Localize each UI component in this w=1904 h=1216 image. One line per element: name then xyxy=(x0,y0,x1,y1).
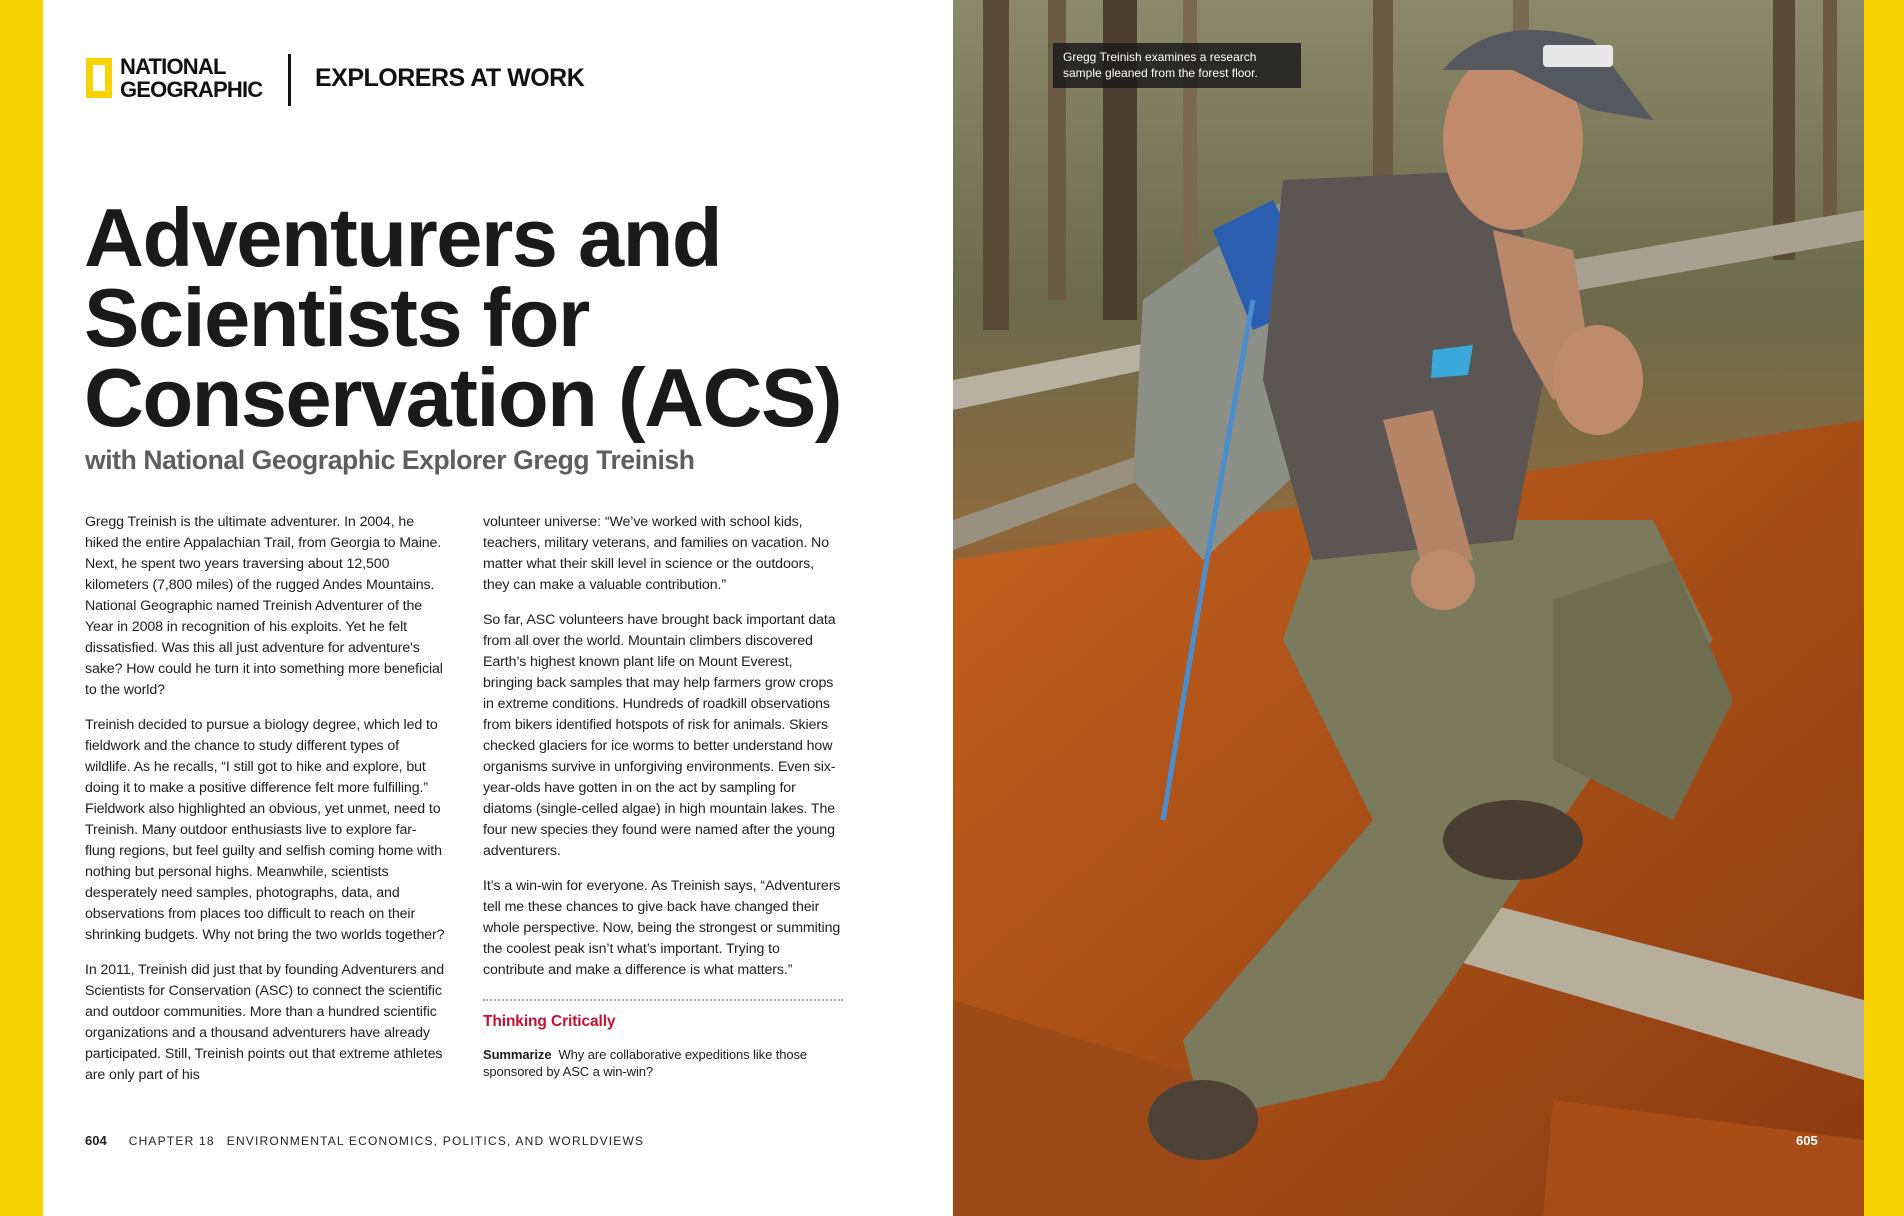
paragraph: Treinish decided to pursue a biology degree, which led to fieldwork and the chance to study different types of wildlife. As he recalls, “I still got to hike and explore, but doing it to make a positive difference felt more fulfilling.” Fieldwork also highlighted an obvious, yet unmet, need to Treinish. Many outdoor enthusiasts live to explore far-flung regions, but feel guilty and selfish coming home with nothing but personal highs. Meanwhile, scientists desperately need samples, photographs, data, and observations from places too difficult to reach on their shrinking budgets. Why not bring the two worlds together? xyxy=(85,717,445,943)
yellow-frame-icon xyxy=(86,58,112,98)
article-title xyxy=(84,191,884,444)
right-yellow-border xyxy=(1864,0,1904,1216)
series-title: EXPLORERS AT WORK xyxy=(315,64,585,92)
photo-caption: Gregg Treinish examines a research sample gleaned from the forest floor. xyxy=(1053,43,1301,88)
page-number-left: 604 xyxy=(85,1133,107,1148)
thinking-critically-box xyxy=(483,999,843,1080)
title-line-2: Scientists for xyxy=(84,271,589,364)
page-number-right: 605 xyxy=(1796,1133,1818,1148)
logo-line-1: NATIONAL xyxy=(120,54,226,79)
body-column-1 xyxy=(85,512,445,1100)
left-yellow-border xyxy=(0,0,43,1216)
logo-wordmark xyxy=(120,55,262,101)
thinking-critically-question xyxy=(483,1046,843,1080)
header-divider xyxy=(288,54,291,106)
body-column-2 xyxy=(483,512,843,1094)
paragraph: volunteer universe: “We’ve worked with school kids, teachers, military veterans, and families on vacation. No matter what their skill level in science or the outdoors, they can make a valuable contribution.” xyxy=(483,514,829,593)
question-text: Why are collaborative expeditions like those sponsored by ASC a win-win? xyxy=(483,1047,808,1079)
paragraph: So far, ASC volunteers have brought back important data from all over the world. Mountain climbers discovered Earth’s highest known plant life on Mount Everest, bringing back samples that may help farmers grow crops in extreme conditions. Hundreds of roadkill observations from bikers identified hotspots of risk for animals. Skiers checked glaciers for ice worms to better understand how organisms survive in unforgiving environments. Even six-year-olds have gotten in on the act by sampling for diatoms (single-celled algae) in high mountain lakes. The four new species they found were named after the young adventurers. xyxy=(483,612,836,859)
article-subtitle: with National Geographic Explorer Gregg Treinish xyxy=(85,445,695,475)
national-geographic-logo xyxy=(86,55,262,101)
chapter-number: CHAPTER 18 xyxy=(128,1134,215,1148)
paragraph: In 2011, Treinish did just that by founding Adventurers and Scientists for Conservation (ASC) to connect the scientific and outdoor communities. More than a hundred scientific organizations and a thousand adventurers have already participated. Still, Treinish points out that extreme athletes are only part of his xyxy=(85,962,445,1083)
title-line-1: Adventurers and xyxy=(84,191,722,284)
page-footer-left xyxy=(85,1133,644,1148)
title-line-3: Conservation (ACS) xyxy=(84,351,841,444)
paragraph: It’s a win-win for everyone. As Treinish says, “Adventurers tell me these chances to give back have changed their whole perspective. Now, being the strongest or summiting the coolest peak isn’t what’s important. Trying to contribute and make a difference is what matters.” xyxy=(483,878,841,978)
explorer-photo xyxy=(953,0,1864,1216)
thinking-critically-heading: Thinking Critically xyxy=(483,1013,616,1030)
logo-line-2: GEOGRAPHIC xyxy=(120,77,263,102)
paragraph: Gregg Treinish is the ultimate adventurer. In 2004, he hiked the entire Appalachian Trail, from Georgia to Maine. Next, he spent two years traversing about 12,500 kilometers (7,800 miles) of the rugged Andes Mountains. National Geographic named Treinish Adventurer of the Year in 2008 in recognition of his exploits. Yet he felt dissatisfied. Was this all just adventure for adventure's sake? How could he turn it into something more beneficial to the world? xyxy=(85,514,443,698)
summarize-label: Summarize xyxy=(483,1047,552,1062)
chapter-title: ENVIRONMENTAL ECONOMICS, POLITICS, AND WORLDVIEWS xyxy=(226,1134,645,1148)
